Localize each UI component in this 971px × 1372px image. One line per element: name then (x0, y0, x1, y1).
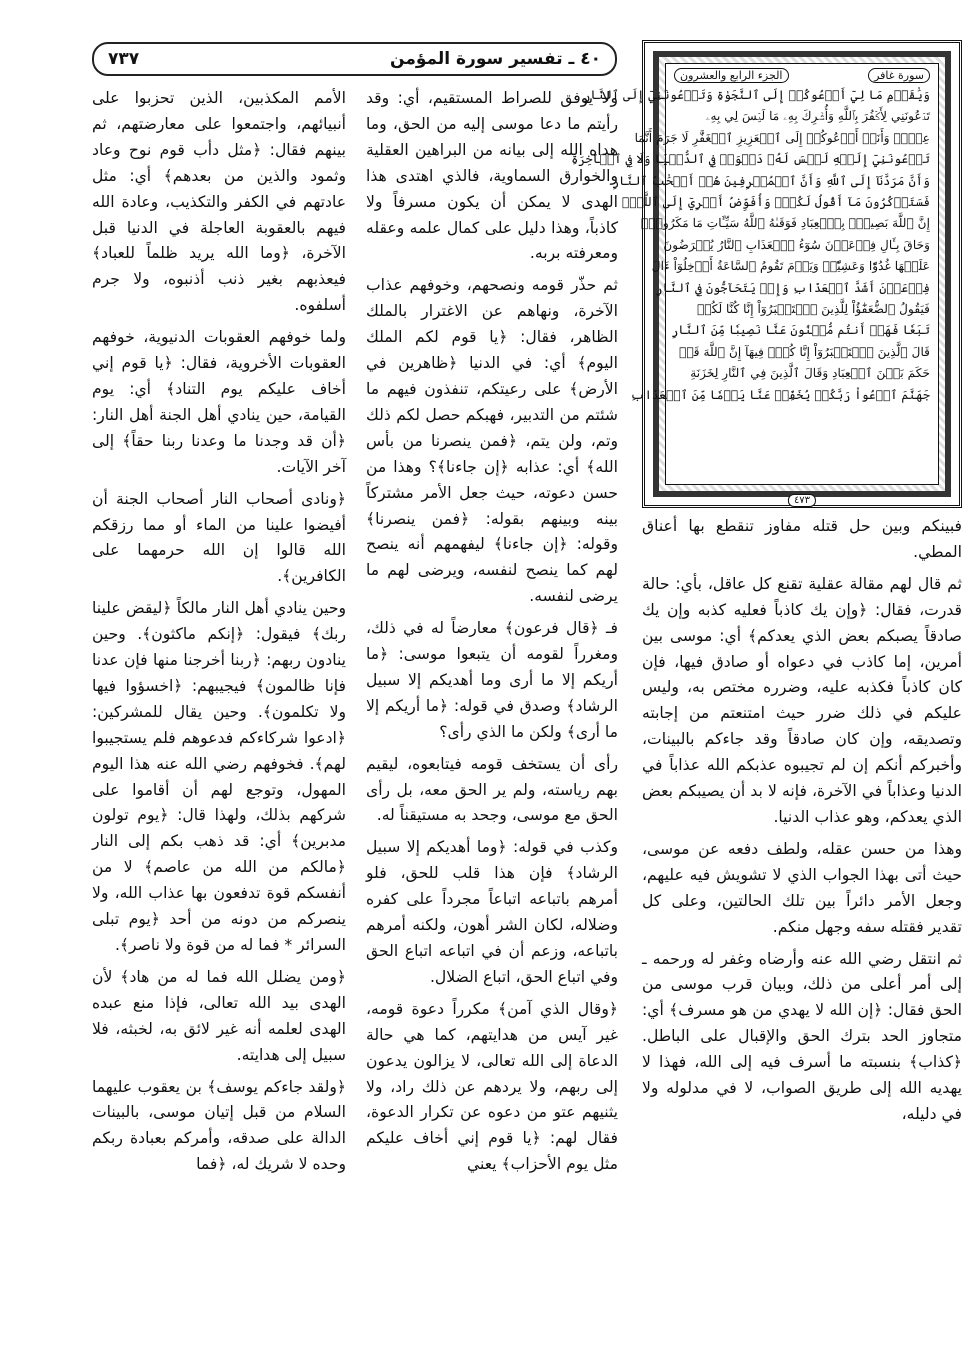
quran-line: فَيَقُولُ ٱلضُّعَفَٰٓؤُاْ لِلَّذِينَ ٱسۡتَكۡبَرُوٓاْ إِنَّا كُنَّا لَكُمۡ (697, 302, 930, 317)
quran-verses (571, 85, 930, 406)
running-title: ٤٠ ـ تفسير سورة المؤمن (390, 49, 601, 69)
quran-text-frame (571, 40, 962, 508)
page-number: ٧٣٧ (108, 49, 140, 69)
text-column-left (92, 86, 346, 1178)
paragraph: ثم قال لهم مقالة عقلية تقنع كل عاقل، بأي: حالة قدرت، فقال: ﴿وإن يك كاذباً فعليه كذبه وإن يك صادقاً يصبكم بعض الذي يعدكم﴾ أي: موسى بين أمرين، إما كاذب في دعواه أو صادق فيها، فإن كان كاذباً فكذبه عليه، وضرره مختص به، وليس عليكم في ذلك ضرر حيث امتنعتم من إجابته وتصديقه، وإن كان صادقاً وقد جاءكم بالبينات، وأخبركم أنكم إن لم تجيبوه عذبكم الله عذاباً في الدنيا وعذاباً في الآخرة، فإنه لا بد أن يصيبكم بعض الذي يعدكم، وهو عذاب الدنيا. (642, 574, 962, 826)
paragraph: ﴿ومن يضلل الله فما له من هاد﴾ لأن الهدى بيد الله تعالى، فإذا منع عبده الهدى لعلمه أنه غير لائق به، لخبثه، فلا سبيل إلى هدايته. (92, 967, 346, 1064)
quran-line: تَدۡعُونَنِيٓ إِلَيۡهِ لَيۡسَ لَهُۥ دَعۡوَةٞ فِي ٱلدُّنۡيَا وَلَا فِي ٱلۡأٓخِرَةِ (571, 152, 930, 167)
text-column-middle (366, 86, 618, 1178)
mushaf-page-number: ٤٧٣ (788, 494, 816, 507)
paragraph: ولما خوفهم العقوبات الدنيوية، خوفهم العقوبات الأخروية، فقال: ﴿يا قوم إني أخاف عليكم يوم التناد﴾ أي: يوم القيامة، حين ينادي أهل الجنة أهل النار: ﴿أن قد وجدنا ما وعدنا ربنا حقاً﴾ إلى آخر الآيات. (92, 328, 346, 476)
mushaf-header (674, 68, 930, 83)
quran-line: حَكَمَ بَيۡنَ ٱلۡعِبَادِ وَقَالَ ٱلَّذِينَ فِي ٱلنَّارِ لِخَزَنَةِ (690, 366, 930, 381)
paragraph: ولا يوفق للصراط المستقيم، أي: وقد رأيتم ما دعا موسى إليه من الحق، وما هداه الله إلى بيانه من البراهين العقلية والخوارق السماوية، فالذي اهتدى هذا الهدى لا يمكن أن يكون مسرفاً ولا كاذباً، وهذا دليل على كمال علمه وعقله ومعرفته بربه. (366, 89, 618, 263)
quran-line: إِنَّ ٱللَّهَ بَصِيرُۢ بِٱلۡعِبَادِ فَوَقَىٰهُ ٱللَّهُ سَيِّـَٔاتِ مَا مَكَرُواْۖ (641, 216, 930, 231)
paragraph: ﴿ولقد جاءكم يوسف﴾ بن يعقوب عليهما السلام من قبل إتيان موسى، بالبينات الدالة على صدقه، وأمركم بعبادة ربكم وحده لا شريك له، ﴿فما (92, 1077, 346, 1174)
paragraph: فبينكم وبين حل قتله مفاوز تنقطع بها أعناق المطي. (642, 517, 962, 561)
paragraph: وكذب في قوله: ﴿وما أهديكم إلا سبيل الرشاد﴾ فإن هذا قلب للحق، فلو أمرهم باتباعه اتباعاً مجرداً على كفره وضلاله، لكان الشر أهون، ولكنه أمرهم باتباعه، وزعم أن في اتباعه اتباع الحق وفي اتباع الحق، اتباع الضلال. (366, 838, 618, 986)
quran-line: عَلَيۡهَا غُدُوّٗا وَعَشِيّٗاۚ وَيَوۡمَ تَقُومُ ٱلسَّاعَةُ أَدۡخِلُوٓاْ ءَالَ (651, 259, 930, 274)
paragraph: فـ ﴿قال فرعون﴾ معارضاً له في ذلك، ومغرراً لقومه أن يتبعوا موسى: ﴿ما أريكم إلا ما أرى وما أهديكم إلا سبيل الرشاد﴾ وصدق في قوله: ﴿ما أريكم إلا ما أرى﴾ ولكن ما الذي رأى؟ (366, 619, 618, 741)
text-column-right (642, 514, 962, 1128)
page-header (92, 42, 617, 76)
juz-name: الجزء الرابع والعشرون (674, 68, 789, 83)
surah-name: سورة غافر (868, 68, 930, 83)
quran-line: وَأَنَّ مَرَدَّنَآ إِلَى ٱللَّهِ وَأَنَّ ٱلۡمُسۡرِفِينَ هُمۡ أَصۡحَٰبُ ٱلنَّارِ (611, 173, 930, 188)
paragraph: ثم انتقل رضي الله عنه وأرضاه وغفر له ورحمه ـ إلى أمر أعلى من ذلك، وبيان قرب موسى من الحق فقال: ﴿إن الله لا يهدي من هو مسرف﴾ أي: متجاوز الحد بترك الحق والإقبال على الباطل. ﴿كذاب﴾ بنسبته ما أسرف فيه إلى الله، فهذا لا يهديه الله إلى طريق الصواب، لا في مدلوله ولا في دليله، (642, 949, 962, 1123)
paragraph: ﴿وقال الذي آمن﴾ مكرراً دعوة قومه، غير آيس من هدايتهم، كما هي حالة الدعاة إلى الله تعالى، لا يزالون يدعون إلى ربهم، ولا يردهم عن ذلك راد، ولا يثنيهم عتو من دعوه عن تكرار الدعوة، فقال لهم: ﴿يا قوم إني أخاف عليكم مثل يوم الأحزاب﴾ يعني (366, 999, 618, 1174)
quran-line: جَهَنَّمَ ٱدۡعُواْ رَبَّكُمۡ يُخَفِّفۡ عَنَّا يَوۡمٗا مِّنَ ٱلۡعَذَابِ (630, 387, 930, 402)
quran-line: عِلۡمٞ وَأَنَا۠ أَدۡعُوكُمۡ إِلَى ٱلۡعَزِيزِ ٱلۡغَفَّٰرِ لَا جَرَمَ أَنَّمَا (634, 130, 930, 145)
quran-line: وَحَاقَ بِـَٔالِ فِرۡعَوۡنَ سُوٓءُ ٱلۡعَذَابِ ٱلنَّارُ يُعۡرَضُونَ (663, 237, 930, 252)
quran-line: قَالَ ٱلَّذِينَ ٱسۡتَكۡبَرُوٓاْ إِنَّا كُلّٞ فِيهَآ إِنَّ ٱللَّهَ قَدۡ (679, 344, 930, 359)
paragraph: وحين ينادي أهل النار مالكاً ﴿ليقض علينا ربك﴾ فيقول: ﴿إنكم ماكثون﴾. وحين ينادون ربهم: ﴿ربنا أخرجنا منها فإن عدنا فإنا ظالمون﴾ فيجيبهم: ﴿اخسؤوا فيها ولا تكلمون﴾. وحين يقال للمشركين: ﴿ادعوا شركاءكم فدعوهم فلم يستجيبوا لهم﴾. فخوفهم رضي الله عنه هذا اليوم المهول، وتوجع لهم أن أقاموا على شركهم بذلك، ولهذا قال: ﴿يوم تولون مدبرين﴾ أي: قد ذهب بكم إلى النار ﴿مالكم من الله من عاصم﴾ لا من أنفسكم قوة تدفعون بها عذاب الله، ولا ينصركم من دونه من أحد ﴿يوم تبلى السرائر * فما له من قوة ولا ناصر﴾. (92, 599, 346, 954)
quran-line: تَبَعٗا فَهَلۡ أَنتُم مُّغۡنُونَ عَنَّا نَصِيبٗا مِّنَ ٱلنَّارِ (671, 323, 930, 338)
paragraph: الأمم المكذبين، الذين تحزبوا على أنبيائهم، واجتمعوا على معارضتهم، ثم بينهم فقال: ﴿مثل دأب قوم نوح وعاد وثمود والذين من بعدهم﴾ أي: مثل عادتهم في الكفر والتكذيب، وعادة الله فيهم بالعقوبة العاجلة في الدنيا قبل الآخرة، ﴿وما الله يريد ظلماً للعباد﴾ فيعذبهم بغير ذنب أذنبوه، ولا جرم أسلفوه. (92, 89, 346, 315)
paragraph: ﴿ونادى أصحاب النار أصحاب الجنة أن أفيضوا علينا من الماء أو مما رزقكم الله قالوا إن الله حرمهما على الكافرين﴾. (92, 489, 346, 586)
quran-line: وَيَٰقَوۡمِ مَا لِيٓ أَدۡعُوكُمۡ إِلَى ٱلنَّجَوٰةِ وَتَدۡعُونَنِيٓ إِلَى ٱلنَّارِ (583, 88, 930, 102)
paragraph: وهذا من حسن عقله، ولطف دفعه عن موسى، حيث أتى بهذا الجواب الذي لا تشويش فيه عليهم، وجعل الأمر دائراً بين تلك الحالتين، وعلى كل تقدير فقتله سفه وجهل منكم. (642, 839, 962, 936)
quran-text-box (571, 63, 939, 485)
paragraph: رأى أن يستخف قومه فيتابعوه، ليقيم بهم رياسته، ولم ير الحق معه، بل رأى الحق مع موسى، وجحد به مستيقناً له. (366, 754, 618, 825)
paragraph: ثم حذّر قومه ونصحهم، وخوفهم عذاب الآخرة، ونهاهم عن الاغترار بالملك الظاهر، فقال: ﴿يا قوم لكم الملك اليوم﴾ أي: في الدنيا ﴿ظاهرين في الأرض﴾ على رعيتكم، تنفذون فيهم ما شئتم من التدبير، فهبكم حصل لكم ذلك وتم، ولن يتم، ﴿فمن ينصرنا من بأس الله﴾ أي: عذابه ﴿إن جاءنا﴾؟ وهذا من حسن دعوته، حيث جعل الأمر مشتركاً بينه وبينهم بقوله: ﴿فمن ينصرنا﴾ وقوله: ﴿إن جاءنا﴾ ليفهمهم أنه ينصح لهم كما ينصح لنفسه، ويرضى لهم ما يرضى لنفسه. (366, 276, 618, 606)
quran-line: تَدۡعُونَنِي لِأَكۡفُرَ بِٱللَّهِ وَأُشۡرِكَ بِهِۦ مَا لَيۡسَ لِي بِهِۦ (705, 109, 930, 124)
quran-line: فِرۡعَوۡنَ أَشَدَّ ٱلۡعَذَابِ وَإِذۡ يَتَحَآجُّونَ فِي ٱلنَّارِ (655, 280, 930, 295)
quran-line: فَسَتَذۡكُرُونَ مَآ أَقُولُ لَكُمۡۚ وَأُفَوِّضُ أَمۡرِيٓ إِلَى ٱللَّهِۚ (622, 195, 930, 210)
